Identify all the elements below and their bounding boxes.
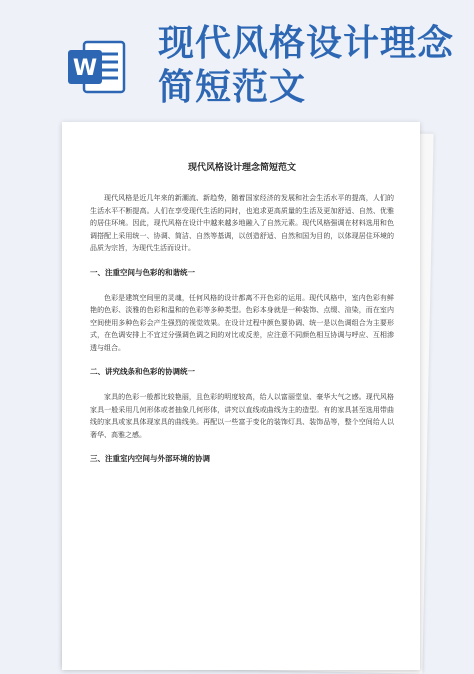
section-body-2: 家具的色彩一般都比较艳丽，且色彩的明度较高，给人以富丽堂皇、豪华大气之感。现代风格家具一般采用几何形体或者抽象几何形体，讲究以直线或曲线为主的造型。有的家具甚至选用带曲线的家具或家具体现家具的曲线美。再配以一些富于变化的装饰灯具、装饰品等，整个空间给人以奢华、高雅之感。	[90, 393, 394, 439]
intro-paragraph: 现代风格是近几年来的新潮流、新趋势，随着国家经济的发展和社会生活水平的提高，人们的生活水平不断提高。人们在享受现代生活的同时，也追求更高质量的生活及更加舒适、自然、优雅的居住环境。因此，现代风格在设计中越来越多地融入了自然元素。现代风格强调在材料选用和色调搭配上采用统一、协调、简洁、自然等基调，以创造舒适、自然和国为目的，以体现居住环境的品质为宗旨，为现代生活而设计。	[90, 194, 394, 252]
word-document-icon	[66, 36, 128, 98]
section-heading-1: 一、注重空间与色彩的和谐统一	[90, 267, 195, 277]
title-line-2: 简短范文	[158, 67, 307, 108]
page-title	[158, 22, 454, 110]
header-banner	[0, 0, 474, 112]
section-heading-2: 二、讲究线条和色彩的协调统一	[90, 367, 195, 376]
document-title: 现代风格设计理念简短范文	[187, 163, 296, 173]
document-preview	[54, 118, 426, 669]
document-page	[62, 122, 420, 670]
title-line-1: 现代风格设计理念	[158, 23, 455, 64]
section-body-1: 色彩是建筑空间里的灵魂，任何风格的设计都离不开色彩的运用。现代风格中，室内色彩有鲜艳的色彩、淡雅的色彩和温和的色彩等多种类型。色彩本身就是一种装饰、点缀、渲染，而在室内空间使用多种色彩会产生强烈的视觉效果。在设计过程中颜色要协调、统一是以色调组合为主要形式，在色调安排上不宜过分强调色调之间的对比或反差，应注意不同颜色相互协调与呼应、互相渗透与组合。	[90, 293, 394, 352]
svg-text:W: W	[72, 56, 98, 81]
document-content	[90, 162, 394, 478]
section-heading-3: 三、注重室内空间与外部环境的协调	[90, 454, 210, 463]
